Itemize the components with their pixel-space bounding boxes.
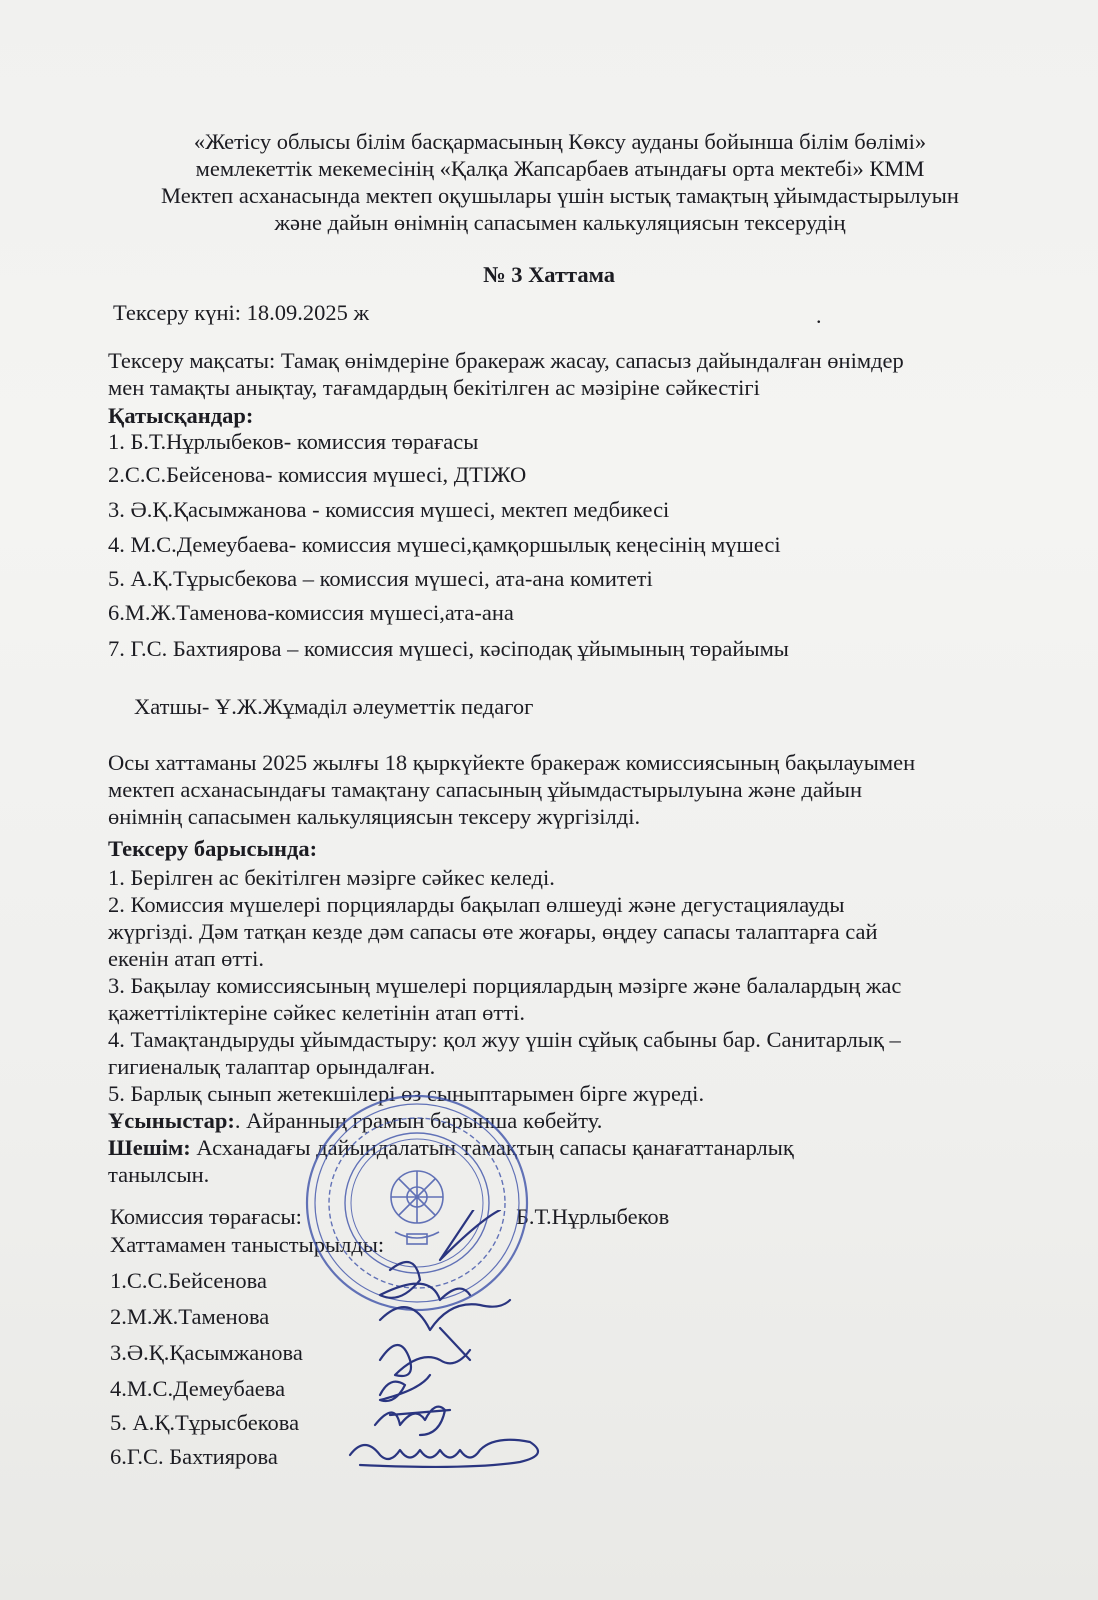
participants-title: Қатысқандар: bbox=[108, 403, 254, 428]
recommendations-text: . Айранның грамын барынша көбейту. bbox=[234, 1108, 603, 1133]
purpose-line-2: мен тамақты анықтау, тағамдардың бекітілген ас мәзіріне сәйкестігі bbox=[108, 375, 760, 400]
progress-item-2-line-3: екенін атап өтті. bbox=[108, 946, 264, 971]
signature-3-icon bbox=[380, 1345, 470, 1376]
participant-6: 6.М.Ж.Таменова-комиссия мүшесі,ата-ана bbox=[108, 600, 514, 625]
chairman-name: Б.Т.Нұрлыбеков bbox=[516, 1204, 670, 1229]
signature-4-icon bbox=[380, 1375, 430, 1401]
intro-line-1: Осы хаттаманы 2025 жылғы 18 қыркүйекте бракераж комиссиясының бақылауымен bbox=[108, 750, 916, 775]
progress-item-4-line-1: 4. Тамақтандыруды ұйымдастыру: қол жуу үшін сұйық сабыны бар. Санитарлық – bbox=[108, 1027, 901, 1052]
signature-1-icon bbox=[380, 1262, 470, 1300]
progress-item-1: 1. Берілген ас бекітілген мәзірге сәйкес келеді. bbox=[108, 865, 555, 890]
participant-7: 7. Г.С. Бахтиярова – комиссия мүшесі, кәсіподақ ұйымының төрайымы bbox=[108, 636, 789, 661]
decision-label: Шешім: bbox=[108, 1135, 191, 1160]
secretary: Хатшы- Ұ.Ж.Жұмаділ әлеуметтік педагог bbox=[134, 694, 534, 719]
decision-line-2: танылсын. bbox=[108, 1162, 210, 1187]
progress-item-5: 5. Барлық сынып жетекшілері өз сыныптарымен бірге жүреді. bbox=[108, 1081, 705, 1106]
intro-line-3: өнімнің сапасымен калькуляциясын тексеру жүргізілді. bbox=[108, 804, 641, 829]
signature-chairman-icon bbox=[440, 1210, 500, 1260]
signatory-3: 3.Ә.Қ.Қасымжанова bbox=[110, 1340, 303, 1365]
signature-5-icon bbox=[375, 1407, 450, 1435]
signature-2-icon bbox=[380, 1300, 510, 1360]
participant-2: 2.С.С.Бейсенова- комиссия мүшесі, ДТІЖО bbox=[108, 462, 527, 487]
intro-paragraph bbox=[108, 749, 1038, 830]
protocol-number: № 3 Хаттама bbox=[482, 262, 616, 287]
participant-4: 4. М.С.Демеубаева- комиссия мүшесі,қамқоршылық кеңесінің мүшесі bbox=[108, 532, 781, 557]
header-line-4: және дайын өнімнің сапасымен калькуляциясын тексерудің bbox=[274, 210, 846, 235]
decision-text: Асханадағы дайындалатын тамақтың сапасы қанағаттанарлық bbox=[190, 1135, 794, 1160]
signatory-1: 1.С.С.Бейсенова bbox=[110, 1268, 267, 1293]
header-line-3: Мектеп асханасында мектеп оқушылары үшін ыстық тамақтың ұйымдастырылуын bbox=[161, 183, 959, 208]
stray-dot: . bbox=[816, 303, 822, 328]
signatory-2: 2.М.Ж.Таменова bbox=[110, 1304, 270, 1329]
progress-item-2-line-2: жүргізді. Дәм татқан кезде дәм сапасы өте жоғары, өңдеу сапасы талаптарға сай bbox=[108, 919, 878, 944]
header-line-1: «Жетісу облысы білім басқармасының Көксу ауданы бойынша білім бөлімі» bbox=[193, 129, 927, 154]
progress-item-2-line-1: 2. Комиссия мүшелері порцияларды бақылап өлшеуді және дегустациялауды bbox=[108, 892, 845, 917]
signatory-5: 5. А.Қ.Тұрысбекова bbox=[110, 1410, 300, 1435]
purpose-line-1: Тексеру мақсаты: Тамақ өнімдеріне бракераж жасау, сапасыз дайындалған өнімдер bbox=[108, 348, 904, 373]
progress-item-3-line-1: 3. Бақылау комиссиясының мүшелері порциялардың мәзірге және балалардың жас bbox=[108, 973, 902, 998]
header-line-2: мемлекеттік мекемесінің «Қалқа Жапсарбаев атындағы орта мектебі» КММ bbox=[195, 156, 925, 181]
check-purpose bbox=[108, 347, 1038, 401]
acquainted-title: Хаттамамен таныстырылды: bbox=[110, 1232, 385, 1257]
signature-6-icon bbox=[350, 1440, 538, 1467]
progress-title: Тексеру барысында: bbox=[108, 836, 318, 861]
chairman-title: Комиссия төрағасы: bbox=[110, 1204, 302, 1229]
decision bbox=[108, 1134, 1038, 1161]
intro-line-2: мектеп асханасындағы тамақтану сапасының ұйымдастырылуына және дайын bbox=[108, 777, 863, 802]
progress-item-3-line-2: қажеттіліктеріне сәйкес келетінін атап өтті. bbox=[108, 1000, 525, 1025]
recommendations bbox=[108, 1107, 1038, 1134]
check-date: Тексеру күні: 18.09.2025 ж bbox=[113, 300, 370, 325]
participant-1: 1. Б.Т.Нұрлыбеков- комиссия төрағасы bbox=[108, 429, 479, 454]
document-header bbox=[100, 128, 1020, 236]
signatory-6: 6.Г.С. Бахтиярова bbox=[110, 1444, 278, 1469]
participant-5: 5. А.Қ.Тұрысбекова – комиссия мүшесі, ата-ана комитеті bbox=[108, 566, 653, 591]
recommendations-label: Ұсыныстар: bbox=[108, 1108, 235, 1133]
participant-3: 3. Ә.Қ.Қасымжанова - комиссия мүшесі, мектеп медбикесі bbox=[108, 497, 670, 522]
progress-item-4-line-2: гигиеналық талаптар орындалған. bbox=[108, 1054, 436, 1079]
signatory-4: 4.М.С.Демеубаева bbox=[110, 1376, 286, 1401]
